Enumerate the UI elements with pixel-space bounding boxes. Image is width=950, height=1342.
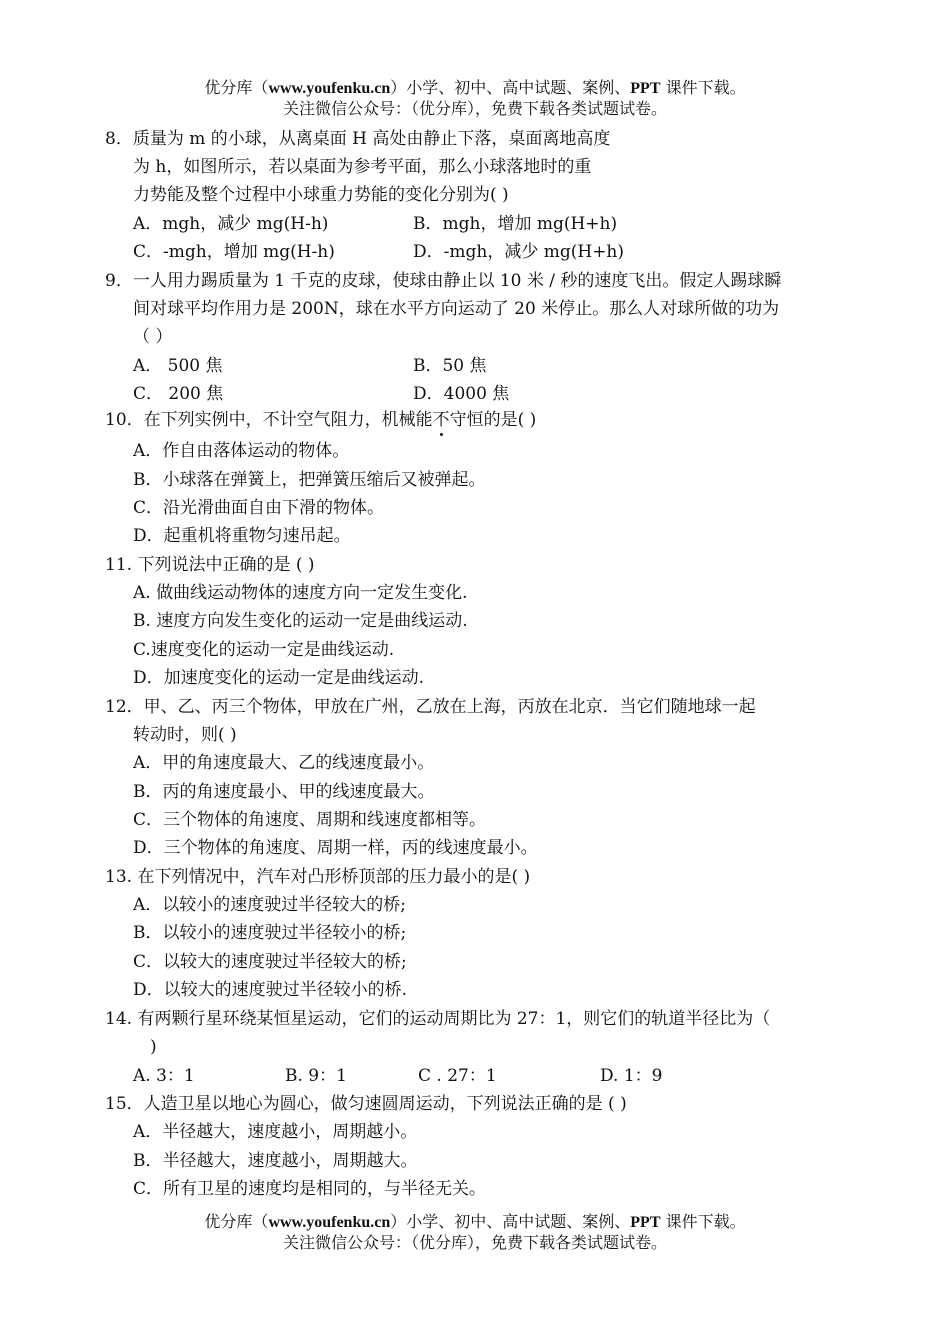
q15-option-a: A．半径越大，速度越小，周期越小。 [133,1122,418,1142]
header-line-1: 优分库（www.youfenku.cn）小学、初中、高中试题、案例、PPT 课件下载。 [204,78,746,97]
q10-option-b: B．小球落在弹簧上，把弹簧压缩后又被弹起。 [133,470,486,490]
q8-option-a: A．mgh，减少 mg(H-h) [133,214,329,234]
q13-option-a: A．以较小的速度驶过半径较大的桥; [133,895,407,915]
q9-stem-line-3: （ ） [133,327,173,347]
q11-option-d: D．加速度变化的运动一定是曲线运动. [133,668,425,688]
q15-stem: 15．人造卫星以地心为圆心，做匀速圆周运动，下列说法正确的是 ( ) [105,1094,627,1114]
header-line-2: 关注微信公众号：（优分库），免费下载各类试题试卷。 [282,99,667,118]
q10-option-a: A．作自由落体运动的物体。 [133,441,350,461]
q15-option-b: B．半径越大，速度越小，周期越大。 [133,1151,418,1171]
q9-option-d: D．4000 焦 [413,384,510,404]
q10-option-d: D．起重机将重物匀速吊起。 [133,526,351,546]
q12-option-a: A．甲的角速度最大、乙的线速度最小。 [133,753,435,773]
q9-option-a: A． 500 焦 [133,356,223,376]
q14-option-c: C . 27：1 [418,1066,497,1086]
footer-site-link: www.youfenku.cn [268,1214,391,1231]
q9-option-b: B．50 焦 [413,356,487,376]
q14-stem-line-2: ) [150,1037,157,1057]
q12-option-d: D．三个物体的角速度、周期一样，丙的线速度最小。 [133,838,538,858]
q8-option-c: C．-mgh，增加 mg(H-h) [133,242,335,262]
q12-stem-line-1: 12．甲、乙、丙三个物体，甲放在广州，乙放在上海，丙放在北京．当它们随地球一起 [105,697,756,717]
site-link: www.youfenku.cn [268,80,391,97]
q8-option-b: B．mgh，增加 mg(H+h) [413,214,618,234]
emphasis-dot: 不 [432,410,450,430]
q12-option-c: C．三个物体的角速度、周期和线速度都相等。 [133,810,487,830]
q15-option-c: C．所有卫星的速度均是相同的，与半径无关。 [133,1179,487,1199]
q12-option-b: B．丙的角速度最小、甲的线速度最大。 [133,782,435,802]
q8-stem-line-3: 力势能及整个过程中小球重力势能的变化分别为( ) [133,185,509,205]
q10-stem: 10．在下列实例中，不计空气阻力，机械能不守恒的是( ) [105,410,537,430]
q14-option-d: D. 1：9 [600,1066,663,1086]
q11-option-a: A. 做曲线运动物体的速度方向一定发生变化. [133,583,468,603]
q13-stem: 13. 在下列情况中，汽车对凸形桥顶部的压力最小的是( ) [105,867,531,887]
q8-option-d: D．-mgh，减少 mg(H+h) [413,242,625,262]
q11-stem: 11. 下列说法中正确的是 ( ) [105,555,315,575]
q14-option-a: A. 3：1 [133,1066,195,1086]
footer-line-2: 关注微信公众号：（优分库），免费下载各类试题试卷。 [282,1233,667,1252]
q13-option-d: D．以较大的速度驶过半径较小的桥. [133,980,408,1000]
q11-option-b: B. 速度方向发生变化的运动一定是曲线运动. [133,611,468,631]
q11-option-c: C.速度变化的运动一定是曲线运动. [133,640,395,660]
footer-line-1: 优分库（www.youfenku.cn）小学、初中、高中试题、案例、PPT 课件下载。 [204,1212,746,1231]
q13-option-c: C．以较大的速度驶过半径较大的桥; [133,952,407,972]
q8-stem-line-2: 为 h，如图所示，若以桌面为参考平面，那么小球落地时的重 [133,157,592,177]
q9-stem-line-1: 9．一人用力踢质量为 1 千克的皮球，使球由静止以 10 米 / 秒的速度飞出。假定人踢球瞬 [105,271,782,291]
q8-stem-line-1: 8．质量为 m 的小球，从离桌面 H 高处由静止下落，桌面离地高度 [105,129,611,149]
q10-option-c: C．沿光滑曲面自由下滑的物体。 [133,498,385,518]
q9-stem-line-2: 间对球平均作用力是 200N，球在水平方向运动了 20 米停止。那么人对球所做的功为 [133,299,780,319]
q13-option-b: B．以较小的速度驶过半径较小的桥; [133,923,407,943]
q14-stem-line-1: 14. 有两颗行星环绕某恒星运动，它们的运动周期比为 27：1，则它们的轨道半径比为（ [105,1009,771,1029]
q12-stem-line-2: 转动时，则( ) [133,725,237,745]
q14-option-b: B. 9：1 [285,1066,347,1086]
q9-option-c: C． 200 焦 [133,384,224,404]
